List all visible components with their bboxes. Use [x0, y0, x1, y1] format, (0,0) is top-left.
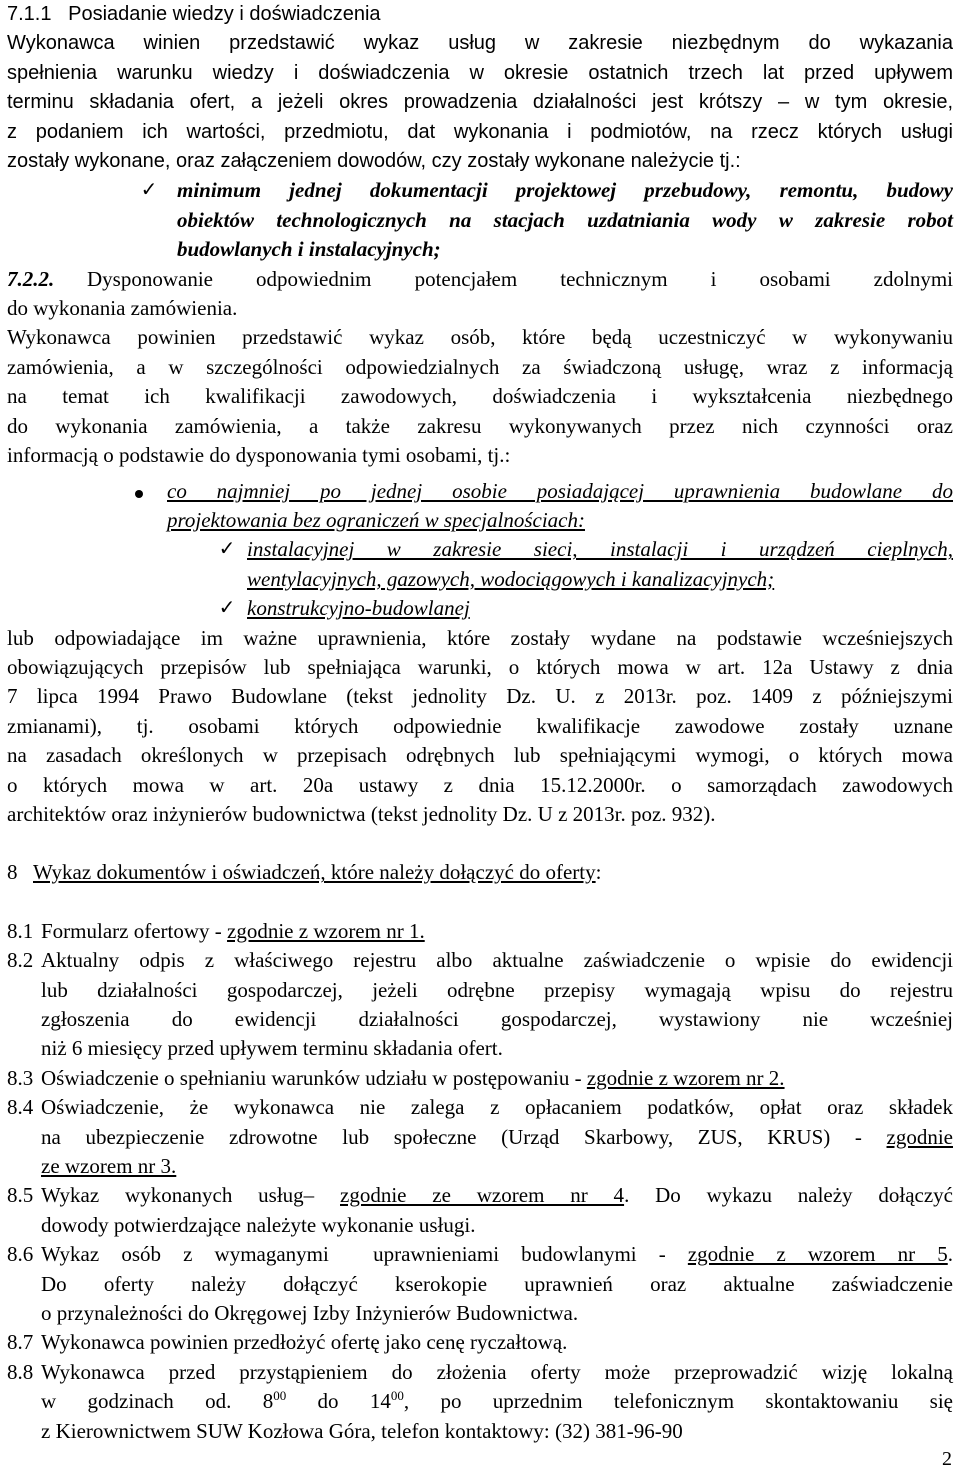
item-text-main: Wykaz osób z wymaganymi uprawnieniami budowlanymi -: [41, 1242, 688, 1267]
item-number: 8.6: [7, 1242, 34, 1267]
paragraph-line: na temat ich kwalifikacji zawodowych, doświadczenia i wykształcenia niezbędnego: [7, 384, 953, 409]
item-line: [41, 1152, 953, 1181]
paragraph-line: z podaniem ich wartości, przedmiotu, dat wykonania i podmiotów, na rzecz których usługi: [7, 120, 953, 143]
item-number: 8.4: [7, 1095, 34, 1120]
list-item-8-7: [7, 1328, 953, 1357]
item-number: 8.1: [7, 918, 34, 943]
item-line: [41, 1387, 953, 1416]
section-heading-8: [7, 858, 953, 887]
specialty-line: wentylacyjnych, gazowych, wodociągowych i kanalizacyjnych;: [247, 566, 775, 591]
list-item-8-5: [7, 1181, 953, 1240]
item-line: o przynależności do Okręgowej Izby Inżynierów Budownictwa.: [41, 1301, 579, 1326]
paragraph-line: lub odpowiadające im ważne uprawnienia, które zostały wydane na podstawie wcześniejszych: [7, 625, 953, 650]
list-item-8-2: [7, 946, 953, 1064]
specialty-line: konstrukcyjno-budowlanej: [247, 596, 470, 621]
item-text-main: Formularz ofertowy -: [41, 918, 228, 943]
paragraph-line: do wykonania zamówienia, a także zakresu wykonywanych przez nich czynności oraz: [7, 413, 953, 438]
item-line: lub działalności gospodarczej, jeżeli odrębne przepisy wymagają wpisu do rejestru: [41, 977, 953, 1002]
template-reference: zgodnie: [886, 1124, 953, 1149]
section-title: Dysponowanie odpowiednim potencjałem technicznym i osobami zdolnymi: [87, 266, 953, 291]
template-reference: ze wzorem nr 3.: [41, 1154, 177, 1179]
section-number: 8: [7, 860, 18, 885]
item-number: 8.5: [7, 1183, 34, 1208]
template-reference: zgodnie z wzorem nr 5: [687, 1242, 948, 1267]
requirement-line: obiektów technologicznych na stacjach uzdatniania wody w zakresie robot: [177, 207, 953, 232]
bullet-icon: [7, 477, 167, 506]
document-page: [7, 0, 953, 1446]
hours-superscript: 00: [390, 1388, 404, 1404]
bullet-item: [7, 477, 953, 536]
list-item-8-3: [7, 1064, 953, 1093]
paragraph-line: spełnienia warunku wiedzy i doświadczenia w okresie ostatnich trzech lat przed upływem: [7, 61, 953, 84]
checkmark-icon: ✓: [218, 597, 236, 620]
item-line: Oświadczenie, że wykonawca nie zalega z opłacaniem podatków, opłat oraz składek: [41, 1095, 953, 1120]
specialty-check-item: [215, 594, 953, 623]
item-line: z Kierownictwem SUW Kozłowa Góra, telefon kontaktowy: (32) 381-96-90: [41, 1418, 683, 1443]
paragraph-line: terminu składania ofert, a jeżeli okres prowadzenia działalności jest krótszy – w tym okresie,: [7, 91, 953, 114]
template-reference: zgodnie z wzorem nr 2.: [586, 1065, 785, 1090]
paragraph-line: obowiązujących przepisów lub spełniająca warunki, o których mowa w art. 12a Ustawy z dnia: [7, 654, 953, 679]
list-item-8-1: [7, 917, 953, 946]
item-text: Wykonawca powinien przedłożyć ofertę jako cenę ryczałtową.: [41, 1330, 568, 1355]
item-number: 8.8: [7, 1359, 34, 1384]
paragraph-line: Wykonawca winien przedstawić wykaz usług w zakresie niezbędnym do wykazania: [7, 32, 953, 55]
item-text-rest: .: [947, 1242, 953, 1267]
section-number: 7.2.2.: [7, 266, 55, 291]
list-item-8-8: [7, 1358, 953, 1446]
item-line: [41, 1123, 953, 1152]
item-line: Wykonawca przed przystąpieniem do złożenia oferty może przeprowadzić wizję lokalną: [41, 1359, 953, 1384]
specialty-check-item: [215, 535, 953, 594]
section-title-cont: do wykonania zamówienia.: [7, 296, 238, 321]
section-title: [33, 858, 953, 887]
checkmark-icon: ✓: [218, 538, 236, 561]
hours-superscript: 00: [273, 1388, 287, 1404]
page-number: 2: [942, 1447, 952, 1470]
item-line: Do oferty należy dołączyć kserokopie uprawnień oraz aktualne zaświadczenie: [41, 1271, 953, 1296]
item-text-main: Wykaz wykonanych usług–: [41, 1183, 340, 1208]
section-title-colon: :: [595, 860, 602, 885]
item-line: [41, 1181, 953, 1210]
requirement-check-item: [137, 176, 953, 264]
bullet-line: co najmniej po jednej osobie posiadającej uprawnienia budowlane do: [167, 478, 953, 503]
item-number: 8.3: [7, 1065, 34, 1090]
paragraph-line: 7 lipca 1994 Prawo Budowlane (tekst jednolity Dz. U. z 2013r. poz. 1409 z późniejszymi: [7, 684, 953, 709]
specialty-line: instalacyjnej w zakresie sieci, instalacji i urządzeń cieplnych,: [247, 537, 953, 562]
paragraph-line: zmianami), tj. osobami których odpowiednie kwalifikacje zawodowe zostały uznane: [7, 713, 953, 738]
item-number: 8.7: [7, 1330, 34, 1355]
template-reference: zgodnie z wzorem nr 1.: [227, 918, 425, 943]
item-line: niż 6 miesięcy przed upływem terminu składania ofert.: [41, 1036, 503, 1061]
item-text-main: Oświadczenie o spełnianiu warunków udziału w postępowaniu -: [41, 1065, 587, 1090]
item-line: zgłoszenia do ewidencji działalności gospodarczej, wystawiony nie wcześniej: [41, 1007, 953, 1031]
list-item-8-6: [7, 1240, 953, 1328]
bullet-line: projektowania bez ograniczeń w specjalnościach:: [167, 507, 585, 532]
hours-text: , po uprzednim telefonicznym skontaktowaniu się: [403, 1389, 954, 1414]
item-text-main: na ubezpieczenie zdrowotne lub społeczne (Urząd Skarbowy, ZUS, KRUS) -: [41, 1124, 887, 1149]
item-line: Aktualny odpis z właściwego rejestru albo aktualne zaświadczenie o wpisie do ewidencji: [41, 948, 953, 973]
requirement-line: minimum jednej dokumentacji projektowej przebudowy, remontu, budowy: [177, 178, 953, 203]
paragraph-line: o których mowa w art. 20a ustawy z dnia 15.12.2000r. o samorządach zawodowych: [7, 772, 953, 797]
item-text: [41, 917, 953, 946]
item-number: 8.2: [7, 948, 34, 973]
hours-text: do 14: [286, 1389, 391, 1414]
paragraph-line: zostały wykonane, oraz załączeniem dowodów, czy zostały wykonane należycie tj.:: [7, 150, 741, 173]
paragraph-line: na zasadach określonych w przepisach odrębnych lub spełniającymi wymogi, o których mowa: [7, 743, 953, 768]
list-item-8-4: [7, 1093, 953, 1181]
item-text-rest: . Do wykazu należy dołączyć: [624, 1183, 954, 1208]
item-line: dowody potwierdzające należyte wykonanie usługi.: [41, 1212, 476, 1237]
paragraph-line: informacją o podstawie do dysponowania tymi osobami, tj.:: [7, 443, 511, 468]
section-heading-7-2-2: [7, 265, 953, 294]
item-line: [41, 1240, 953, 1269]
paragraph-line: architektów oraz inżynierów budownictwa (tekst jednolity Dz. U z 2013r. poz. 932).: [7, 801, 716, 826]
section-heading-7-1-1: 7.1.1 Posiadanie wiedzy i doświadczenia: [7, 3, 381, 25]
paragraph-line: zamówienia, a w szczególności odpowiedzialnych za świadczoną usługę, wraz z informacją: [7, 354, 953, 379]
requirement-line: budowlanych i instalacyjnych;: [177, 237, 441, 262]
paragraph-line: Wykonawca powinien przedstawić wykaz osób, które będą uczestniczyć w wykonywaniu: [7, 325, 953, 350]
hours-text: w godzinach od. 8: [41, 1389, 274, 1414]
checkmark-icon: ✓: [140, 179, 158, 202]
section-title-text: Wykaz dokumentów i oświadczeń, które należy dołączyć do oferty: [33, 860, 596, 885]
item-text: [41, 1064, 953, 1093]
template-reference: zgodnie ze wzorem nr 4: [340, 1183, 625, 1208]
